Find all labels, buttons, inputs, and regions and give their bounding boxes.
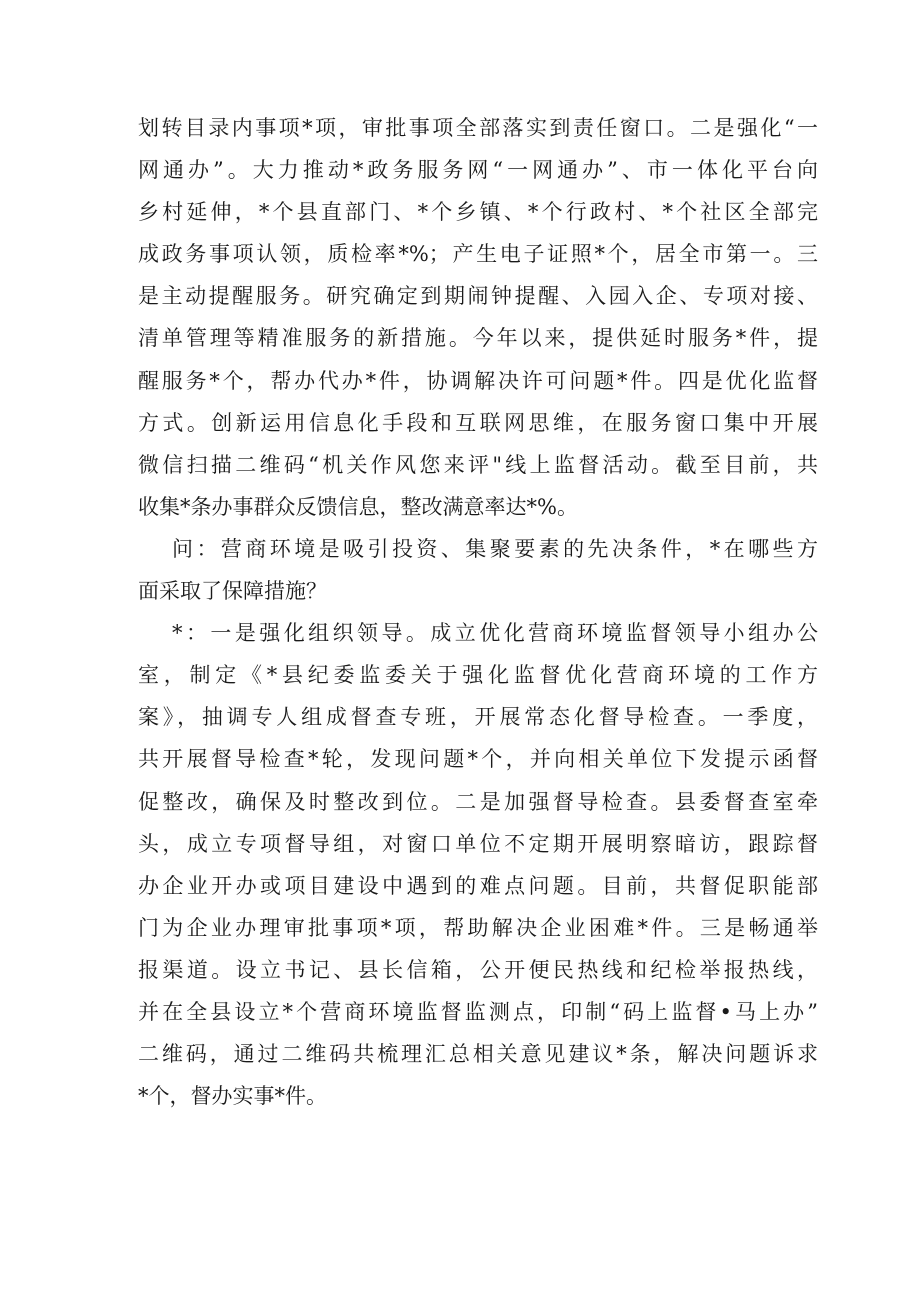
text-line: 问：营商环境是吸引投资、集聚要素的先决条件，*在哪些方 <box>172 536 818 561</box>
text-line: 成政务事项认领，质检率*%；产生电子证照*个，居全市第一。三 <box>138 242 818 267</box>
text-line: 清单管理等精准服务的新措施。今年以来，提供延时服务*件，提 <box>138 326 818 351</box>
text-line: 并在全县设立*个营商环境监督监测点，印制“码上监督•马上办” <box>138 999 818 1024</box>
text-line: 方式。创新运用信息化手段和互联网思维，在服务窗口集中开展 <box>138 410 818 435</box>
text-line: 办企业开办或项目建设中遇到的难点问题。目前，共督促职能部 <box>138 873 818 898</box>
text-line: 醒服务*个，帮办代办*件，协调解决许可问题*件。四是优化监督 <box>138 368 818 393</box>
text-line: 网通办”。大力推动*政务服务网“一网通办”、市一体化平台向 <box>138 158 818 183</box>
text-line: 面采取了保障措施？ <box>138 579 327 604</box>
text-line: 划转目录内事项*项，审批事项全部落实到责任窗口。二是强化“一 <box>138 116 818 140</box>
text-line: 乡村延伸，*个县直部门、*个乡镇、*个行政村、*个社区全部完 <box>138 200 818 225</box>
text-line: 案》，抽调专人组成督查专班，开展常态化督导检查。一季度， <box>138 705 818 730</box>
text-line: 室，制定《*县纪委监委关于强化监督优化营商环境的工作方 <box>138 663 818 688</box>
text-line: 是主动提醒服务。研究确定到期闹钟提醒、入园入企、专项对接、 <box>138 284 818 309</box>
text-line: 头，成立专项督导组，对窗口单位不定期开展明察暗访，跟踪督 <box>138 831 818 856</box>
text-line: *：一是强化组织领导。成立优化营商环境监督领导小组办公 <box>172 621 818 646</box>
text-line: 收集*条办事群众反馈信息，整改满意率达*%。 <box>138 494 578 519</box>
text-line: 微信扫描二维码“机关作风您来评"线上监督活动。截至目前，共 <box>138 452 818 477</box>
document-body-text <box>138 107 818 1117</box>
text-line: 共开展督导检查*轮，发现问题*个，并向相关单位下发提示函督 <box>138 747 818 772</box>
text-line: 促整改，确保及时整改到位。二是加强督导检查。县委督查室牵 <box>138 789 818 814</box>
text-line: 报渠道。设立书记、县长信箱，公开便民热线和纪检举报热线， <box>138 957 818 982</box>
text-line: 门为企业办理审批事项*项，帮助解决企业困难*件。三是畅通举 <box>138 915 818 940</box>
text-line: *个，督办实事*件。 <box>138 1084 327 1109</box>
text-line: 二维码，通过二维码共梳理汇总相关意见建议*条，解决问题诉求 <box>138 1042 818 1067</box>
